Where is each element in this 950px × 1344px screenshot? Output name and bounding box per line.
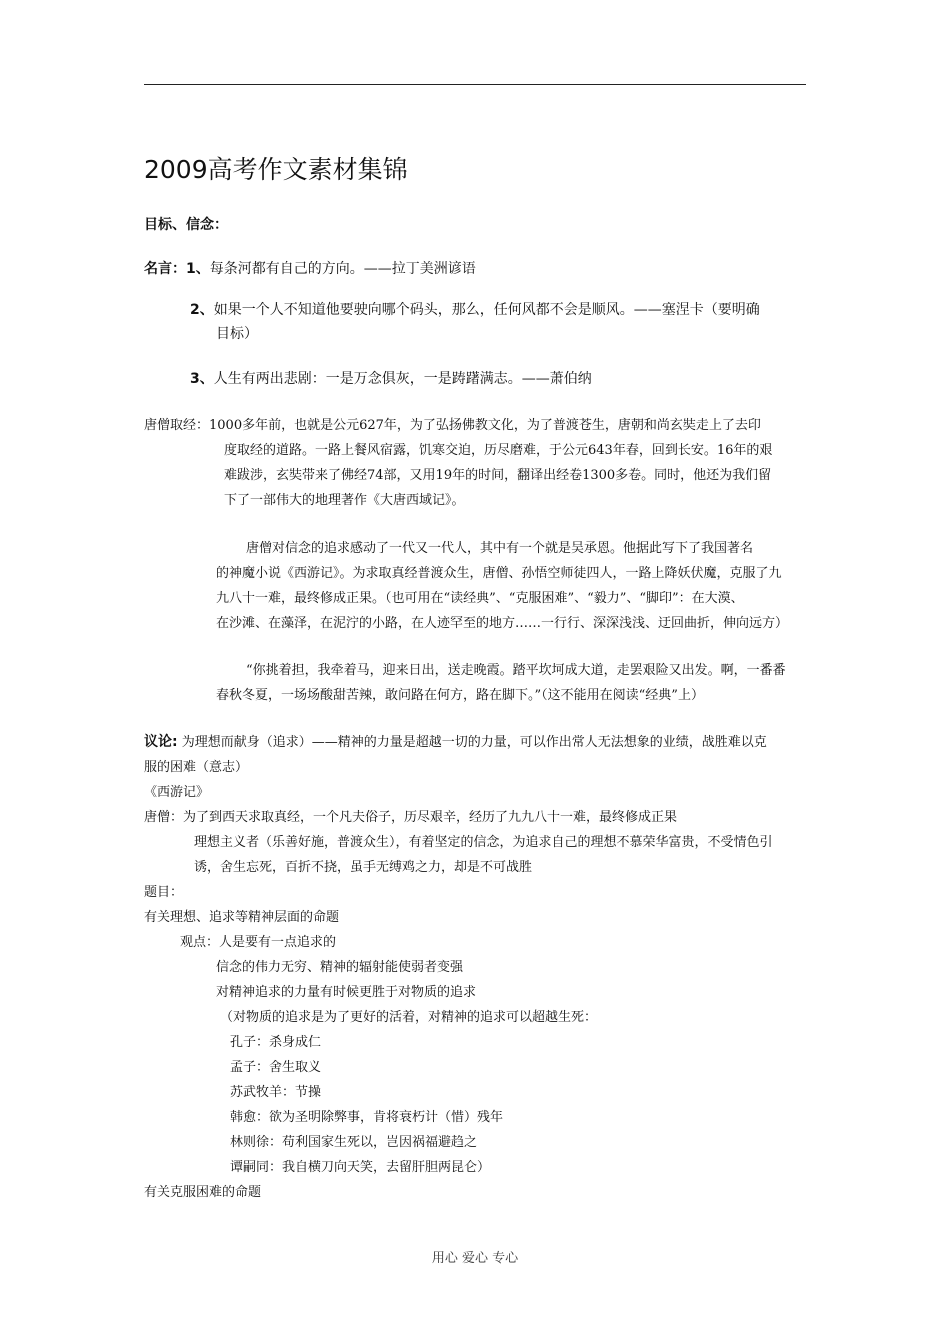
tang-para3-line1: “你挑着担，我牵着马，迎来日出，送走晚霞。踏平坎坷成大道，走罢艰险又出发。啊，一番番 bbox=[246, 663, 786, 678]
example-mengzi: 孟子：舍生取义 bbox=[230, 1060, 322, 1075]
tang-para3-line2: 春秋冬夏，一场场酸甜苦辣，敢问路在何方，路在脚下。”（这不能用在阅读“经典”上） bbox=[216, 688, 704, 703]
viewpoint-line: 观点：人是要有一点追求的 bbox=[180, 935, 337, 950]
tang-para2-line4: 在沙滩、在藻泽，在泥泞的小路，在人迹罕至的地方……一行行、深深浅浅、迂回曲折，伸向远方） bbox=[216, 616, 789, 631]
discuss-label: 议论: bbox=[144, 734, 178, 750]
topic-2: 有关克服困难的命题 bbox=[144, 1185, 262, 1200]
xiyou-line2: 理想主义者（乐善好施，普渡众生），有着坚定的信念，为追求自己的理想不慕荣华富贵，不受情色引 bbox=[194, 835, 773, 850]
section-heading-goal: 目标、信念： bbox=[144, 217, 228, 233]
tang-label: 唐僧取经： bbox=[144, 418, 210, 433]
quotes-label: 名言： bbox=[144, 261, 186, 277]
example-linzexu: 林则徐：苟利国家生死以，岂因祸福避趋之 bbox=[230, 1135, 478, 1150]
example-suwu: 苏武牧羊：节操 bbox=[230, 1085, 322, 1100]
book-title: 《西游记》 bbox=[144, 785, 210, 800]
topics-label: 题目： bbox=[144, 885, 184, 900]
viewpoint-4: （对物质的追求是为了更好的活着，对精神的追求可以超越生死： bbox=[220, 1010, 598, 1025]
quote-1-text: 每条河都有自己的方向。——拉丁美洲谚语 bbox=[209, 261, 476, 277]
document-title: 2009高考作文素材集锦 bbox=[144, 155, 408, 184]
tang-text: 1000多年前，也就是公元627年，为了弘扬佛教文化，为了普渡苍生，唐朝和尚玄奘走上了去印 bbox=[209, 418, 761, 433]
discuss-text: 为理想而献身（追求）——精神的力量是超越一切的力量，可以作出常人无法想象的业绩，战胜难以克 bbox=[177, 735, 767, 750]
quote-line-3 bbox=[190, 368, 592, 388]
quote-3-number: 3、 bbox=[190, 371, 214, 387]
tang-para1-line3: 难跋涉，玄奘带来了佛经74部，又用19年的时间，翻译出经卷1300多卷。同时，他还为我们留 bbox=[224, 468, 772, 483]
quote-2-text: 如果一个人不知道他要驶向哪个码头，那么，任何风都不会是顺风。——塞涅卡（要明确 bbox=[213, 302, 760, 318]
quote-line-2 bbox=[190, 299, 760, 319]
tang-para1-line2: 度取经的道路。一路上餐风宿露，饥寒交迫，历尽磨难，于公元643年春，回到长安。16年的艰 bbox=[224, 443, 773, 458]
example-hanyu: 韩愈：欲为圣明除弊事，肯将衰朽计（惜）残年 bbox=[230, 1110, 504, 1125]
tang-para2-line2: 的神魔小说《西游记》。为求取真经普渡众生，唐僧、孙悟空师徒四人，一路上降妖伏魔，克服了九 bbox=[216, 566, 782, 581]
quote-2-number: 2、 bbox=[190, 302, 214, 318]
tang-para1-line1 bbox=[144, 414, 761, 433]
xiyou-line1: 唐僧：为了到西天求取真经，一个凡夫俗子，历尽艰辛，经历了九九八十一难，最终修成正果 bbox=[144, 810, 678, 825]
quote-2-continued: 目标） bbox=[216, 326, 258, 342]
quote-line-1 bbox=[144, 258, 476, 278]
header-rule bbox=[144, 84, 806, 85]
viewpoint-2: 信念的伟力无穷、精神的辐射能使弱者变强 bbox=[216, 960, 464, 975]
tang-para2-line1: 唐僧对信念的追求感动了一代又一代人，其中有一个就是吴承恩。他据此写下了我国著名 bbox=[246, 541, 754, 556]
xiyou-line3: 诱，舍生忘死，百折不挠，虽手无缚鸡之力，却是不可战胜 bbox=[194, 860, 533, 875]
example-kongzi: 孔子：杀身成仁 bbox=[230, 1035, 322, 1050]
quote-3-text: 人生有两出悲剧：一是万念俱灰，一是踌躇满志。——萧伯纳 bbox=[213, 371, 592, 387]
example-tansitong: 谭嗣同：我自横刀向天笑，去留肝胆两昆仑） bbox=[230, 1160, 491, 1175]
viewpoint-3: 对精神追求的力量有时候更胜于对物质的追求 bbox=[216, 985, 477, 1000]
topic-1: 有关理想、追求等精神层面的命题 bbox=[144, 910, 340, 925]
discuss-line1 bbox=[144, 731, 767, 751]
tang-para1-line4: 下了一部伟大的地理著作《大唐西域记》。 bbox=[224, 493, 465, 508]
tang-para2-line3: 九八十一难，最终修成正果。（也可用在“读经典”、“克服困难”、“毅力”、“脚印”：在大漠、 bbox=[216, 591, 744, 606]
discuss-line2: 服的困难（意志） bbox=[144, 760, 249, 775]
page-footer: 用心 爱心 专心 bbox=[431, 1251, 519, 1266]
quote-1-number: 1、 bbox=[186, 261, 210, 277]
